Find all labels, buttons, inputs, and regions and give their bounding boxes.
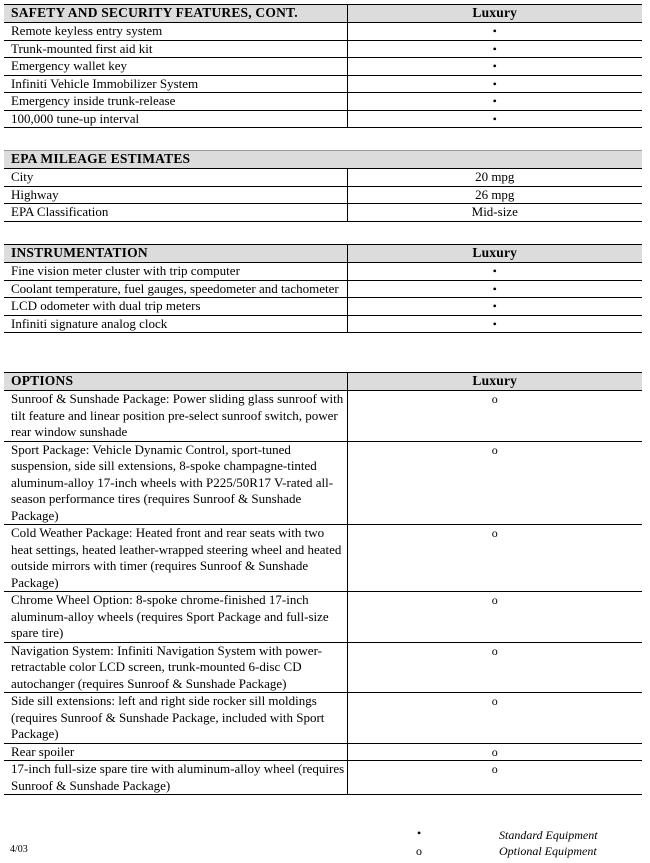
optional-circle-icon: o <box>491 643 498 658</box>
feature-label: Rear spoiler <box>4 743 347 761</box>
feature-label: LCD odometer with dual trip meters <box>4 298 347 316</box>
value-text: 20 mpg <box>475 169 515 184</box>
section-title: INSTRUMENTATION <box>4 245 347 263</box>
epa-header-row <box>4 151 642 169</box>
feature-label: Chrome Wheel Option: 8-spoke chrome-finished 17-inch aluminum-alloy wheels (requires Sport Package and full-size spare tire) <box>4 592 347 643</box>
optional-equipment-label: Optional Equipment <box>499 844 597 858</box>
feature-value <box>347 693 642 744</box>
standard-bullet-icon: • <box>492 264 497 278</box>
table-row <box>4 169 642 187</box>
standard-bullet-icon: • <box>492 59 497 73</box>
section-title: EPA MILEAGE ESTIMATES <box>4 151 642 169</box>
feature-label: 100,000 tune-up interval <box>4 110 347 128</box>
epa-table <box>4 150 642 222</box>
feature-label: Navigation System: Infiniti Navigation System with power-retractable color LCD screen, trunk-mounted 6-disc CD autochanger (requires Sunroof & Sunshade Package) <box>4 642 347 693</box>
standard-bullet-icon: • <box>417 826 422 840</box>
optional-circle-icon: o <box>491 744 498 759</box>
feature-label: Highway <box>4 186 347 204</box>
feature-value <box>347 169 642 187</box>
feature-value <box>347 75 642 93</box>
column-header: Luxury <box>347 373 642 391</box>
table-row <box>4 204 642 222</box>
table-row <box>4 93 642 111</box>
column-header: Luxury <box>347 5 642 23</box>
table-row <box>4 525 642 592</box>
instrumentation-table <box>4 244 642 333</box>
table-row <box>4 391 642 442</box>
table-row <box>4 441 642 525</box>
feature-value <box>347 441 642 525</box>
standard-bullet-icon: • <box>492 316 497 331</box>
section-title: SAFETY AND SECURITY FEATURES, CONT. <box>4 5 347 23</box>
feature-value <box>347 23 642 41</box>
feature-label: City <box>4 169 347 187</box>
safety-header-row <box>4 5 642 23</box>
table-row <box>4 75 642 93</box>
feature-value <box>347 263 642 281</box>
table-row <box>4 298 642 316</box>
feature-value <box>347 186 642 204</box>
feature-value <box>347 40 642 58</box>
table-row <box>4 761 642 795</box>
safety-table <box>4 4 642 128</box>
feature-value <box>347 391 642 442</box>
feature-label: Cold Weather Package: Heated front and rear seats with two heat settings, heated leather-wrapped steering wheel and heated outside mirrors with timer (requires Sunroof & Sunshade Package) <box>4 525 347 592</box>
feature-label: Side sill extensions: left and right side rocker sill moldings (requires Sunroof & Sunshade Package, included with Sport Package) <box>4 693 347 744</box>
table-row <box>4 23 642 41</box>
feature-label: Emergency inside trunk-release <box>4 93 347 111</box>
standard-bullet-icon: • <box>492 41 497 56</box>
standard-equipment-label: Standard Equipment <box>499 828 598 842</box>
feature-value <box>347 280 642 298</box>
table-row <box>4 315 642 333</box>
feature-value <box>347 592 642 643</box>
optional-circle-icon: o <box>416 844 422 858</box>
table-row <box>4 58 642 76</box>
standard-bullet-icon: • <box>492 111 497 126</box>
legend <box>0 826 650 862</box>
epa-rows <box>4 169 642 222</box>
optional-circle-icon: o <box>491 762 498 776</box>
feature-value <box>347 525 642 592</box>
feature-label: Remote keyless entry system <box>4 23 347 41</box>
safety-rows <box>4 23 642 128</box>
value-text: Mid-size <box>471 204 518 219</box>
optional-circle-icon: o <box>491 593 498 607</box>
instrumentation-rows <box>4 263 642 333</box>
table-row <box>4 280 642 298</box>
feature-label: Emergency wallet key <box>4 58 347 76</box>
table-row <box>4 743 642 761</box>
instrumentation-header-row <box>4 245 642 263</box>
feature-value <box>347 642 642 693</box>
standard-bullet-icon: • <box>492 76 497 91</box>
table-row <box>4 642 642 693</box>
column-header: Luxury <box>347 245 642 263</box>
section-title: OPTIONS <box>4 373 347 391</box>
feature-label: Sport Package: Vehicle Dynamic Control, sport-tuned suspension, side sill extensions, 8-spoke champagne-tinted aluminum-alloy 17-inch wheels with P225/50R17 V-rated all-season performance tires (requires Sunroof & Sunshade Package) <box>4 441 347 525</box>
feature-value <box>347 298 642 316</box>
standard-bullet-icon: • <box>492 299 497 313</box>
feature-value <box>347 204 642 222</box>
options-rows <box>4 391 642 795</box>
value-text: 26 mpg <box>475 186 515 202</box>
standard-bullet-icon: • <box>492 94 497 108</box>
options-table <box>4 372 642 795</box>
table-row <box>4 592 642 643</box>
feature-value <box>347 110 642 128</box>
optional-circle-icon: o <box>491 442 498 457</box>
feature-label: Fine vision meter cluster with trip computer <box>4 263 347 281</box>
feature-value <box>347 93 642 111</box>
feature-value <box>347 315 642 333</box>
table-row <box>4 186 642 204</box>
table-row <box>4 40 642 58</box>
optional-circle-icon: o <box>491 392 498 406</box>
feature-value <box>347 761 642 795</box>
document-date: 4/03 <box>10 844 28 855</box>
table-row <box>4 110 642 128</box>
feature-value <box>347 58 642 76</box>
table-row <box>4 263 642 281</box>
standard-bullet-icon: • <box>492 281 497 296</box>
feature-label: Sunroof & Sunshade Package: Power sliding glass sunroof with tilt feature and linear position pre-select sunroof switch, power rear window sunshade <box>4 391 347 442</box>
standard-bullet-icon: • <box>492 24 497 38</box>
feature-label: Infiniti signature analog clock <box>4 315 347 333</box>
feature-label: 17-inch full-size spare tire with aluminum-alloy wheel (requires Sunroof & Sunshade Package) <box>4 761 347 795</box>
feature-value <box>347 743 642 761</box>
feature-label: Coolant temperature, fuel gauges, speedometer and tachometer <box>4 280 347 298</box>
table-row <box>4 693 642 744</box>
optional-circle-icon: o <box>491 694 498 708</box>
options-header-row <box>4 373 642 391</box>
feature-label: Trunk-mounted first aid kit <box>4 40 347 58</box>
feature-label: Infiniti Vehicle Immobilizer System <box>4 75 347 93</box>
optional-circle-icon: o <box>491 526 498 540</box>
feature-label: EPA Classification <box>4 204 347 222</box>
